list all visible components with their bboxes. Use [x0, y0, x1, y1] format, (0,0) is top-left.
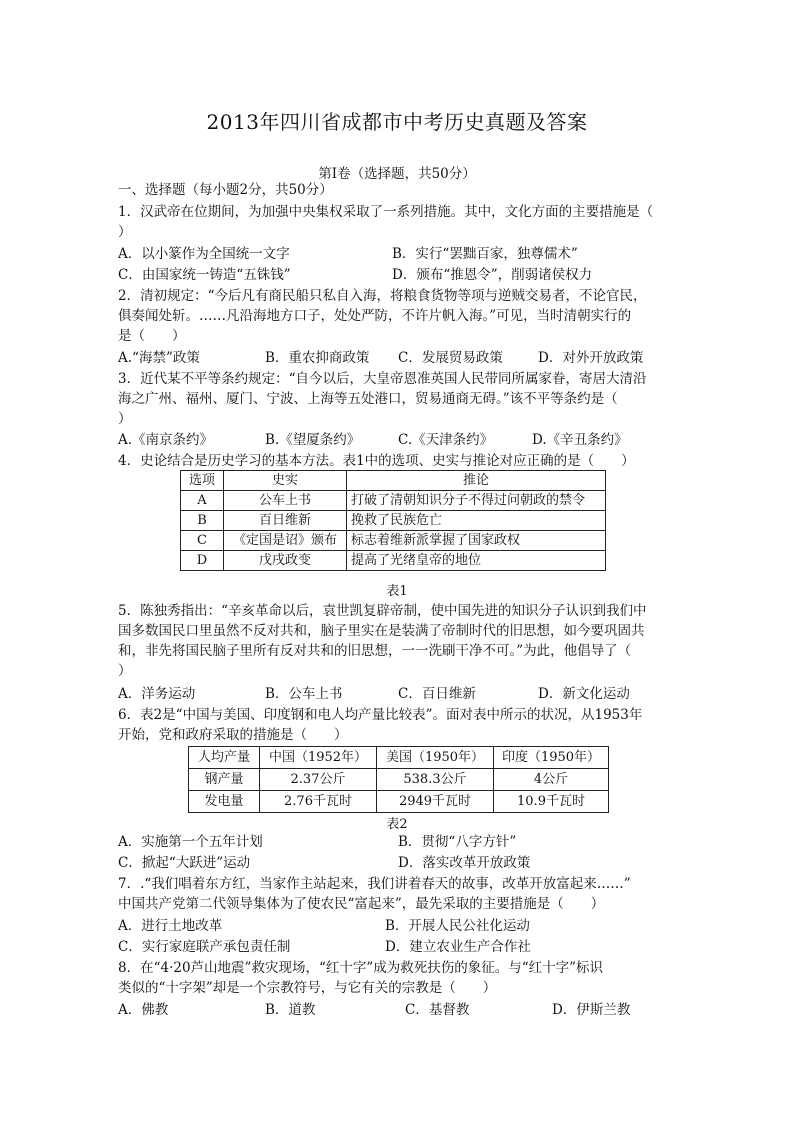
- q8-option-d: D．伊斯兰教: [552, 1002, 631, 1018]
- table-row: [181, 551, 606, 571]
- table-cell: 人均产量: [189, 747, 260, 769]
- table-cell: 公车上书: [224, 491, 347, 511]
- q2-option-b: B．重农抑商政策: [265, 350, 370, 366]
- table-cell: 选项: [181, 471, 224, 491]
- q6-line2: 开始，党和政府采取的措施是（ ）: [118, 727, 348, 743]
- q6-option-d: D．落实改革开放政策: [398, 855, 531, 871]
- q6-line1: 6．表2是“中国与美国、印度钢和电人均产量比较表”。面对表中所示的状况，从1953年: [118, 707, 643, 723]
- q8-line2: 类似的“十字架”却是一个宗教符号，与它有关的宗教是（ ）: [118, 980, 497, 996]
- table-cell: 百日维新: [224, 511, 347, 531]
- table-2: [188, 746, 609, 813]
- table-cell: 打破了清朝知识分子不得过问朝政的禁令: [347, 491, 606, 511]
- q2-line3: 是（ ）: [118, 328, 186, 344]
- q5-option-a: A．洋务运动: [118, 686, 196, 702]
- q8-line1: 8．在“4·20芦山地震”救灾现场，“红十字”成为救死扶伤的象征。与“红十字”标识: [118, 960, 604, 976]
- q8-option-b: B．道教: [265, 1002, 316, 1018]
- table-cell: 印度（1950年）: [494, 747, 609, 769]
- q1-option-c: C．由国家统一铸造“五铢钱”: [118, 267, 291, 283]
- table-cell: 钢产量: [189, 769, 260, 791]
- table-cell: 2.76千瓦时: [260, 791, 377, 813]
- table-cell: 挽救了民族危亡: [347, 511, 606, 531]
- table-cell: 2.37公斤: [260, 769, 377, 791]
- q3-line3: ）: [118, 411, 132, 427]
- table-row: [181, 531, 606, 551]
- q3-line2: 海之广州、福州、厦门、宁波、上海等五处港口，贸易通商无碍。”该不平等条约是（: [118, 391, 618, 407]
- q6-option-b: B．贯彻“八字方针”: [398, 834, 517, 850]
- q5-line3: 和，非先将国民脑子里所有反对共和的旧思想，一一洗刷干净不可。”为此，他倡导了（: [118, 643, 632, 659]
- table-2-caption: 表2: [386, 817, 408, 832]
- q1-line2: ）: [118, 224, 132, 240]
- table-cell: 538.3公斤: [377, 769, 494, 791]
- q5-option-d: D．新文化运动: [538, 686, 630, 702]
- table-row: [189, 769, 609, 791]
- q2-line2: 俱奏闻处斩。……凡沿海地方口子，处处严防，不许片帆入海。”可见，当时清朝实行的: [118, 308, 632, 324]
- q7-option-c: C．实行家庭联产承包责任制: [118, 939, 291, 955]
- q5-option-c: C．百日维新: [398, 686, 476, 702]
- q5-line1: 5．陈独秀指出：“辛亥革命以后，袁世凯复辟帝制，使中国先进的知识分子认识到我们中: [118, 603, 647, 619]
- q2-option-a: A.“海禁”政策: [118, 350, 200, 366]
- table-cell: B: [181, 511, 224, 531]
- table-1-caption: 表1: [386, 584, 408, 599]
- table-row: [189, 791, 609, 813]
- q3-line1: 3．近代某不平等条约规定：“自今以后，大皇帝恩准英国人民带同所属家眷，寄居大清沿: [118, 371, 647, 387]
- q1-option-b: B．实行“罢黜百家，独尊儒术”: [392, 246, 578, 262]
- q1-line1: 1．汉武帝在位期间，为加强中央集权采取了一系列措施。其中，文化方面的主要措施是（: [118, 204, 654, 220]
- q2-line1: 2．清初规定：“今后凡有商民船只私自入海，将粮食货物等项与逆贼交易者，不论官民，: [118, 288, 647, 304]
- table-cell: 提高了光绪皇帝的地位: [347, 551, 606, 571]
- q6-option-a: A．实施第一个五年计划: [118, 834, 263, 850]
- table-cell: 美国（1950年）: [377, 747, 494, 769]
- table-cell: A: [181, 491, 224, 511]
- table-cell: D: [181, 551, 224, 571]
- table-cell: 标志着维新派掌握了国家政权: [347, 531, 606, 551]
- q8-option-c: C．基督教: [405, 1002, 470, 1018]
- table-cell: C: [181, 531, 224, 551]
- table-1: [180, 470, 606, 571]
- table-2-header-row: [189, 747, 609, 769]
- q5-option-b: B．公车上书: [265, 686, 343, 702]
- q2-option-d: D．对外开放政策: [538, 350, 644, 366]
- table-cell: 《定国是诏》颁布: [224, 531, 347, 551]
- document-title: 2013年四川省成都市中考历史真题及答案: [206, 110, 588, 134]
- q1-option-a: A．以小篆作为全国统一文字: [118, 246, 290, 262]
- q7-line1: 7．.“我们唱着东方红，当家作主站起来，我们讲着春天的故事，改革开放富起来……”: [118, 876, 631, 892]
- table-cell: 10.9千瓦时: [494, 791, 609, 813]
- q1-option-d: D．颁布“推恩令”，削弱诸侯权力: [392, 267, 593, 283]
- table-cell: 2949千瓦时: [377, 791, 494, 813]
- table-cell: 史实: [224, 471, 347, 491]
- table-cell: 4公斤: [494, 769, 609, 791]
- q7-option-a: A．进行土地改革: [118, 918, 223, 934]
- table-1-header-row: [181, 471, 606, 491]
- table-row: [181, 491, 606, 511]
- table-row: [181, 511, 606, 531]
- q6-option-c: C．掀起“大跃进”运动: [118, 855, 251, 871]
- q3-option-b: B.《望厦条约》: [265, 432, 361, 448]
- q7-option-b: B．开展人民公社化运动: [385, 918, 530, 934]
- part-heading: 一、选择题（每小题2分，共50分）: [118, 182, 333, 198]
- q5-line4: ）: [118, 663, 132, 679]
- q8-option-a: A．佛教: [118, 1002, 169, 1018]
- q7-option-d: D．建立农业生产合作社: [385, 939, 531, 955]
- q3-option-d: D.《辛丑条约》: [532, 432, 628, 448]
- q4-line1: 4．史论结合是历史学习的基本方法。表1中的选项、史实与推论对应正确的是（ ）: [118, 453, 635, 469]
- table-cell: 戊戌政变: [224, 551, 347, 571]
- q5-line2: 国多数国民口里虽然不反对共和，脑子里实在是装满了帝制时代的旧思想，如今要巩固共: [118, 623, 645, 639]
- section-heading: 第Ⅰ卷（选择题，共50分）: [318, 166, 476, 182]
- q3-option-a: A.《南京条约》: [118, 432, 214, 448]
- q2-option-c: C．发展贸易政策: [398, 350, 503, 366]
- table-cell: 中国（1952年）: [260, 747, 377, 769]
- q3-option-c: C.《天津条约》: [398, 432, 494, 448]
- table-cell: 推论: [347, 471, 606, 491]
- q7-line2: 中国共产党第二代领导集体为了使农民“富起来”，最先采取的主要措施是（ ）: [118, 896, 605, 912]
- table-cell: 发电量: [189, 791, 260, 813]
